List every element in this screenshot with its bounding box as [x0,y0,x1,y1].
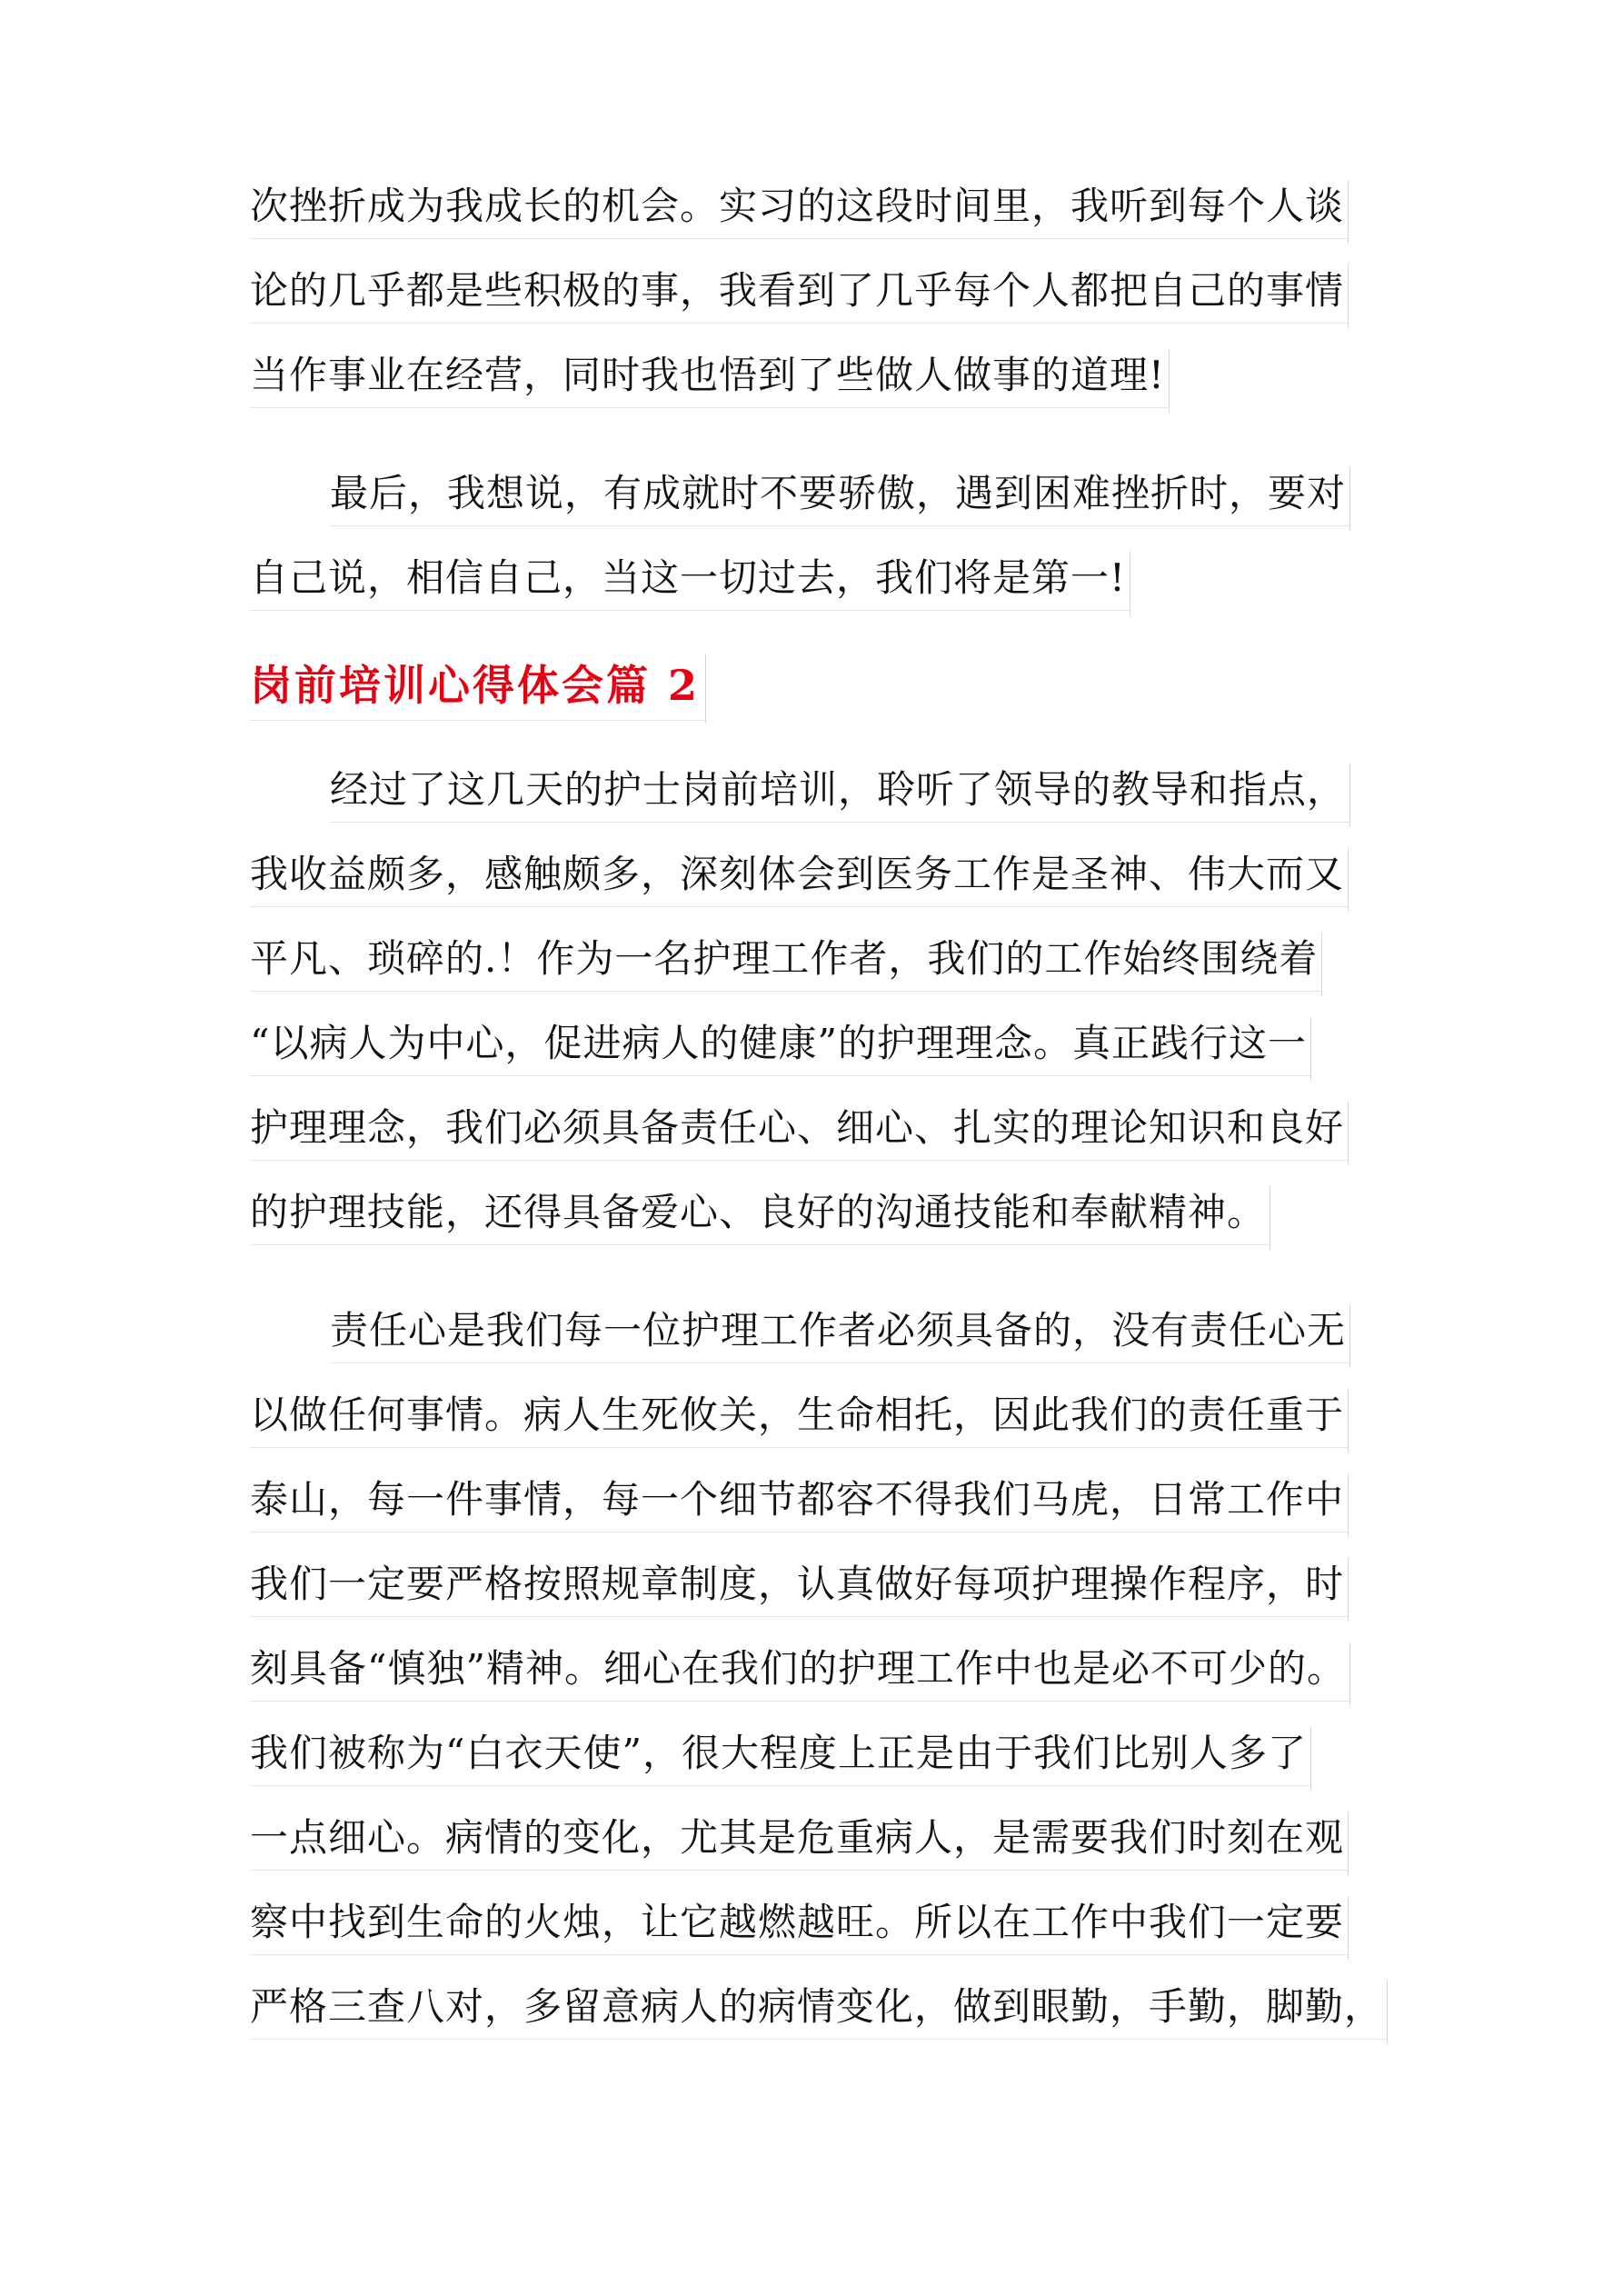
paragraph-responsibility [250,1288,1404,2049]
text-line: 我收益颇多，感触颇多，深刻体会到医务工作是圣神、伟大而又 [250,832,1404,916]
text-line: “以病人为中心，促进病人的健康”的护理理念。真正践行这一 [250,1001,1404,1085]
text-line: 泰山，每一件事情，每一个细节都容不得我们马虎，日常工作中 [250,1457,1404,1542]
text-line: 刻具备“慎独”精神。细心在我们的护理工作中也是必不可少的。 [250,1626,1404,1711]
text-line: 当作事业在经营，同时我也悟到了些做人做事的道理! [250,333,1404,417]
text-line: 严格三查八对，多留意病人的病情变化，做到眼勤，手勤，脚勤， [250,1964,1404,2049]
text-line: 察中找到生命的火烛，让它越燃越旺。所以在工作中我们一定要 [250,1880,1404,1964]
text-line: 自己说，相信自己，当这一切过去，我们将是第一! [250,535,1404,620]
text-line: 护理理念，我们必须具备责任心、细心、扎实的理论知识和良好 [250,1085,1404,1170]
text-line: 我们被称为“白衣天使”，很大程度上正是由于我们比别人多了 [250,1711,1404,1795]
text-line: 论的几乎都是些积极的事，我看到了几乎每个人都把自己的事情 [250,248,1404,333]
text-line: 我们一定要严格按照规章制度，认真做好每项护理操作程序，时 [250,1542,1404,1626]
text-line: 的护理技能，还得具备爱心、良好的沟通技能和奉献精神。 [250,1170,1404,1254]
text-line: 最后，我想说，有成就时不要骄傲，遇到困难挫折时，要对 [250,451,1404,535]
text-line: 以做任何事情。病人生死攸关，生命相托，因此我们的责任重于 [250,1373,1404,1457]
text-line: 责任心是我们每一位护理工作者必须具备的，没有责任心无 [250,1288,1404,1373]
document-body [250,164,1404,2049]
section-heading: 岗前培训心得体会篇 2 [250,640,1404,731]
text-line: 一点细心。病情的变化，尤其是危重病人，是需要我们时刻在观 [250,1795,1404,1880]
text-line: 次挫折成为我成长的机会。实习的这段时间里，我听到每个人谈 [250,164,1404,248]
text-line: 平凡、琐碎的.！作为一名护理工作者，我们的工作始终围绕着 [250,916,1404,1001]
text-line: 经过了这几天的护士岗前培训，聆听了领导的教导和指点， [250,747,1404,832]
paragraph-intro [250,747,1404,1254]
paragraph-continuation [250,164,1404,417]
paragraph-conclusion [250,451,1404,620]
